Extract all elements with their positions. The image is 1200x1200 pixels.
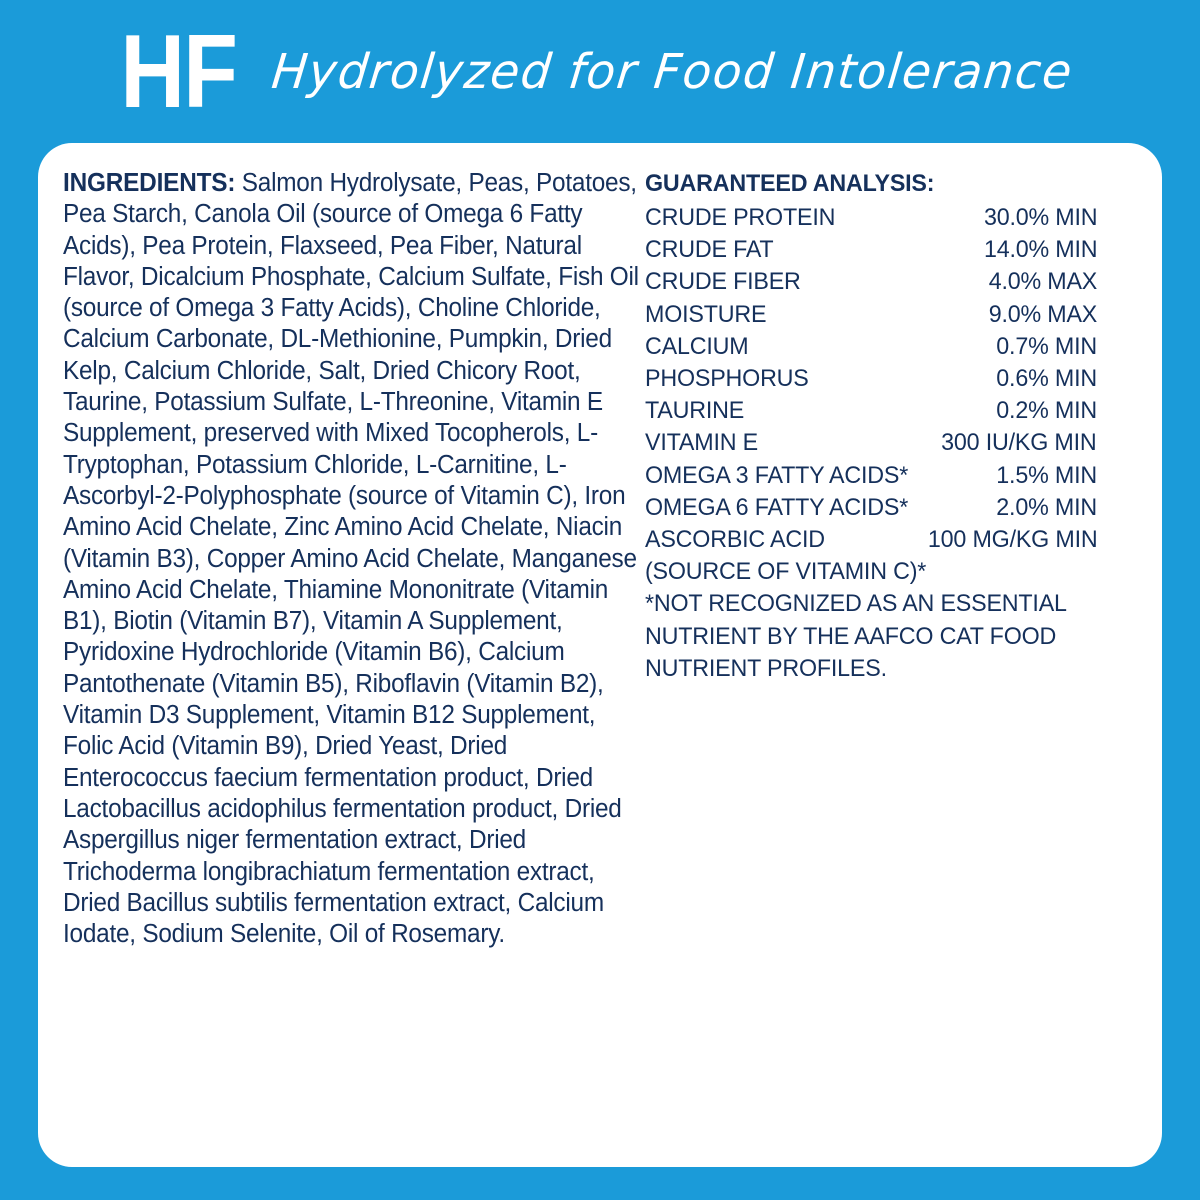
aafco-footnote: *NOT RECOGNIZED AS AN ESSENTIAL NUTRIENT BY THE AAFCO CAT FOOD NUTRIENT PROFILES. bbox=[645, 590, 1066, 682]
nutrient-label: CALCIUM bbox=[645, 332, 749, 360]
nutrient-label: MOISTURE bbox=[645, 300, 767, 328]
content-columns bbox=[38, 143, 1162, 1167]
nutrient-amount: 2.0% MIN bbox=[996, 493, 1097, 521]
table-row bbox=[645, 395, 1097, 427]
guaranteed-analysis-heading: GUARANTEED ANALYSIS: bbox=[645, 170, 935, 197]
nutrient-amount: 100 MG/KG MIN bbox=[927, 526, 1097, 554]
nutrient-label: TAURINE bbox=[645, 397, 745, 425]
brand-tagline: Hydrolyzed for Food Intolerance bbox=[268, 43, 1076, 100]
brand-logo-hf: HF bbox=[120, 13, 237, 130]
table-row bbox=[645, 234, 1097, 266]
ingredients-heading: INGREDIENTS: bbox=[63, 169, 236, 197]
table-row bbox=[645, 492, 1097, 524]
nutrient-label: PHOSPHORUS bbox=[645, 365, 809, 393]
ingredients-body: Salmon Hydrolysate, Peas, Potatoes, Pea Starch, Canola Oil (source of Omega 6 Fatty Acids), Pea Protein, Flaxseed, Pea Fiber, Natural Flavor, Dicalcium Phosphate, Calcium Sulfate, Fish Oil (source of Omega 3 Fatty Acids), Choline Chloride, Calcium Carbonate, DL-Methionine, Pumpkin, Dried Kelp, Calcium Chloride, Salt, Dried Chicory Root, Taurine, Potassium Sulfate, L-Threonine, Vitamin E Supplement, preserved with Mixed Tocopherols, L-Tryptophan, Potassium Chloride, L-Carnitine, L-Ascorbyl-2-Polyphosphate (source of Vitamin C), Iron Amino Acid Chelate, Zinc Amino Acid Chelate, Niacin (Vitamin B3), Copper Amino Acid Chelate, Manganese Amino Acid Chelate, Thiamine Mononitrate (Vitamin B1), Biotin (Vitamin B7), Vitamin A Supplement, Pyridoxine Hydrochloride (Vitamin B6), Calcium Pantothenate (Vitamin B5), Riboflavin (Vitamin B2), Vitamin D3 Supplement, Vitamin B12 Supplement, Folic Acid (Vitamin B9), Dried Yeast, Dried Enterococcus faecium fermentation product, Dried Lactobacillus acidophilus fermentation product, Dried Aspergillus niger fermentation extract, Dried Trichoderma longibrachiatum fermentation extract, Dried Bacillus subtilis fermentation extract, Calcium Iodate, Sodium Selenite, Oil of Rosemary. bbox=[63, 169, 639, 949]
ingredients-section bbox=[63, 168, 641, 950]
table-row bbox=[645, 363, 1097, 395]
nutrient-amount: 14.0% MIN bbox=[983, 236, 1097, 264]
label-header bbox=[0, 0, 1200, 143]
nutrient-amount: 300 IU/KG MIN bbox=[941, 429, 1097, 457]
nutrient-amount: 30.0% MIN bbox=[983, 204, 1097, 231]
content-panel bbox=[38, 143, 1162, 1167]
nutrient-label: CRUDE PROTEIN bbox=[645, 204, 836, 231]
vitamin-c-source-note: (SOURCE OF VITAMIN C)* bbox=[645, 558, 927, 586]
nutrient-label: ASCORBIC ACID bbox=[645, 526, 825, 554]
nutrient-amount: 0.7% MIN bbox=[996, 332, 1097, 360]
table-row bbox=[645, 331, 1097, 363]
ingredients-paragraph bbox=[63, 168, 641, 950]
nutrient-amount: 4.0% MAX bbox=[988, 268, 1097, 296]
nutrient-label: OMEGA 3 FATTY ACIDS* bbox=[645, 461, 909, 489]
table-row bbox=[645, 524, 1097, 556]
nutrient-label: OMEGA 6 FATTY ACIDS* bbox=[645, 493, 909, 521]
nutrient-label: CRUDE FAT bbox=[645, 236, 774, 264]
table-row bbox=[645, 202, 1097, 234]
guaranteed-analysis-section bbox=[645, 168, 1097, 685]
nutrient-amount: 1.5% MIN bbox=[996, 461, 1097, 489]
nutrient-label: VITAMIN E bbox=[645, 429, 758, 457]
nutrient-amount: 0.2% MIN bbox=[996, 397, 1097, 425]
table-row bbox=[645, 427, 1097, 459]
table-row bbox=[645, 460, 1097, 492]
nutrient-amount: 9.0% MAX bbox=[988, 300, 1097, 328]
guaranteed-analysis-table bbox=[645, 202, 1097, 556]
nutrient-amount: 0.6% MIN bbox=[996, 365, 1097, 393]
table-row bbox=[645, 299, 1097, 331]
table-row bbox=[645, 266, 1097, 298]
nutrient-label: CRUDE FIBER bbox=[645, 268, 801, 296]
